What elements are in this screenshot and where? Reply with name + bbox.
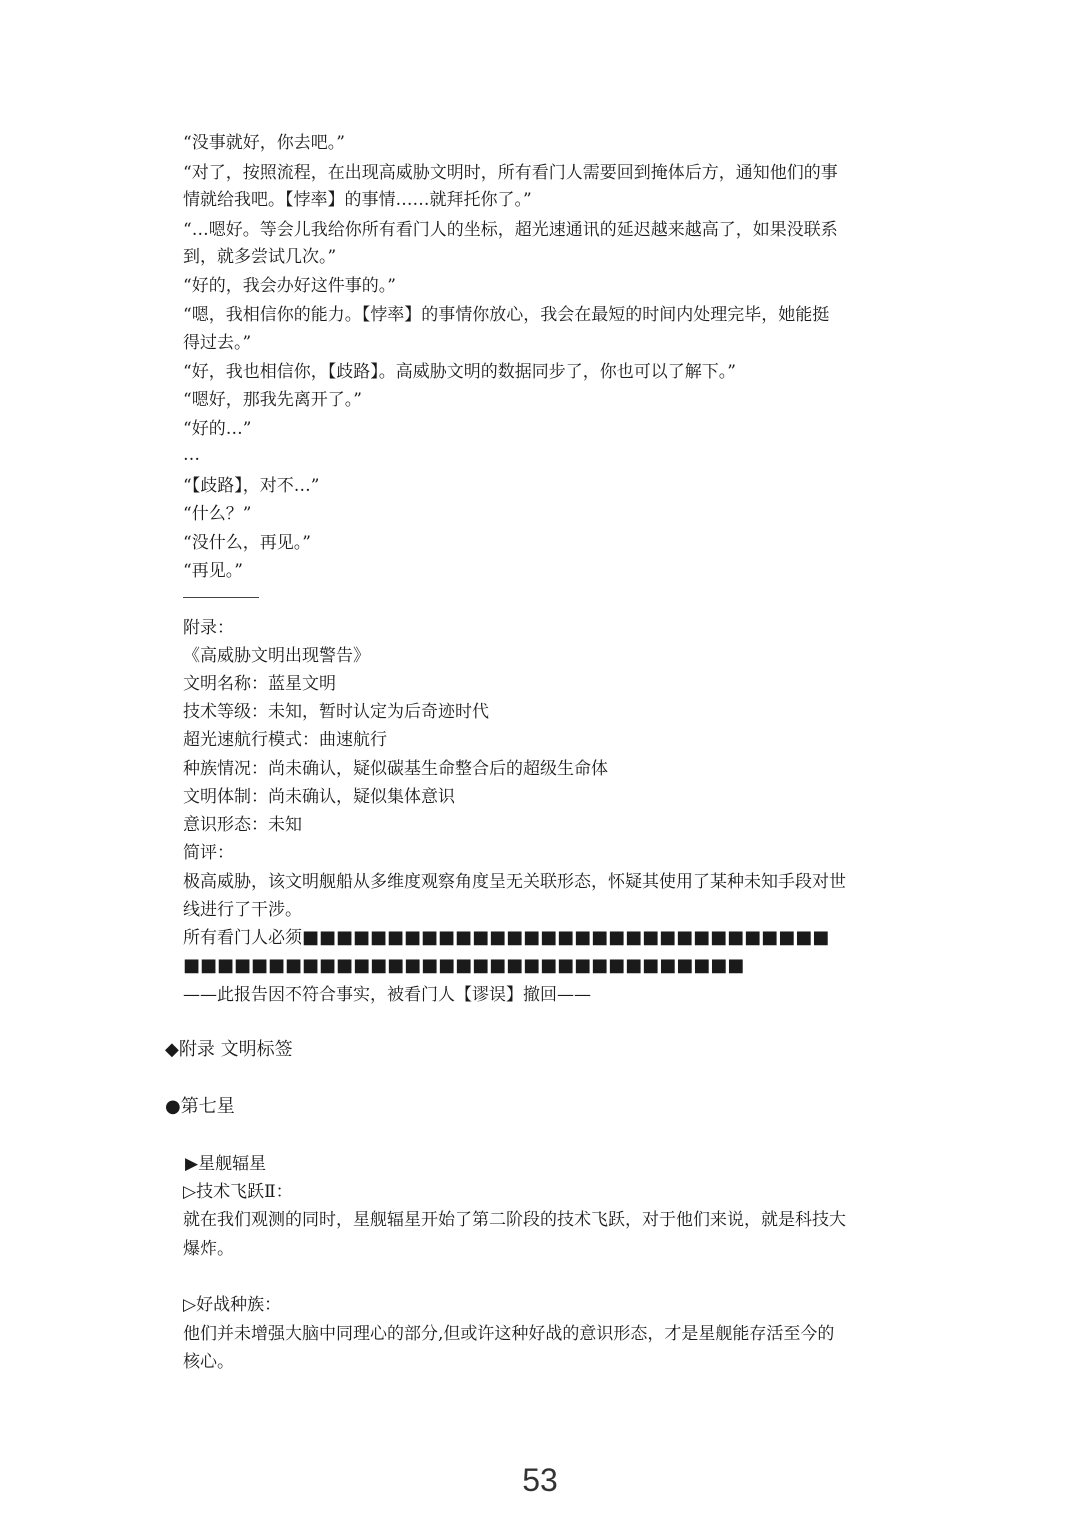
report-field: 文明名称：蓝星文明 [183, 674, 336, 694]
star-heading: ●第七星 [165, 1096, 235, 1117]
redacted-line-1 [183, 927, 923, 949]
dialogue-line: 到，就多尝试几次。” [183, 247, 337, 267]
dialogue-line: … [183, 445, 200, 465]
dialogue-line: “好，我也相信你，【歧路】。高威胁文明的数据同步了，你也可以了解下。” [183, 362, 736, 382]
report-field: 意识形态：未知 [183, 815, 302, 835]
dialogue-line: “再见。” [183, 561, 243, 581]
dialogue-line: “对了，按照流程，在出现高威胁文明时，所有看门人需要回到掩体后方，通知他们的事 [183, 163, 838, 183]
dialogue-line: “什么？” [183, 504, 252, 524]
report-comment-line: 线进行了干涉。 [183, 900, 302, 920]
tag-text-line: 就在我们观测的同时，星舰辐星开始了第二阶段的技术飞跃，对于他们来说，就是科技大 [183, 1210, 846, 1230]
subject-heading: ▶星舰辐星 [185, 1154, 267, 1174]
section-divider [183, 597, 259, 598]
dialogue-line: 情就给我吧。【悖率】的事情……就拜托你了。” [183, 190, 532, 210]
dialogue-line: “…嗯好。等会儿我给你所有看门人的坐标，超光速通讯的延迟越来越高了，如果没联系 [183, 220, 838, 240]
dialogue-line: “【歧路】，对不…” [183, 476, 320, 496]
page-number: 53 [522, 1462, 558, 1498]
redacted-prefix: 所有看门人必须 [183, 928, 302, 948]
tag-label: ▷技术飞跃Ⅱ： [183, 1182, 293, 1202]
report-field: 超光速航行模式：曲速航行 [183, 730, 387, 750]
redacted-blocks: ■■■■■■■■■■■■■■■■■■■■■■■■■■■■■■■■■ [183, 955, 745, 976]
report-field: 种族情况：尚未确认，疑似碳基生命整合后的超级生命体 [183, 759, 608, 779]
dialogue-line: “好的，我会办好这件事的。” [183, 276, 396, 296]
dialogue-line: “没什么，再见。” [183, 533, 311, 553]
tag-text-line: 爆炸。 [183, 1239, 234, 1259]
dialogue-line: “没事就好，你去吧。” [183, 133, 345, 153]
dialogue-line: 得过去。” [183, 333, 252, 353]
redacted-blocks: ■■■■■■■■■■■■■■■■■■■■■■■■■■■■■■■ [302, 927, 830, 948]
dialogue-line: “嗯，我相信你的能力。【悖率】的事情你放心，我会在最短的时间内处理完毕，她能挺 [183, 305, 830, 325]
dialogue-line: “好的…” [183, 419, 252, 439]
tag-label: ▷好战种族： [183, 1295, 282, 1315]
report-comment-line: 极高威胁，该文明舰船从多维度观察角度呈无关联形态，怀疑其使用了某种未知手段对世 [183, 872, 846, 892]
tag-text-line: 他们并未增强大脑中同理心的部分,但或许这种好战的意识形态，才是星舰能存活至今的 [183, 1324, 835, 1344]
report-field: 简评： [183, 843, 234, 863]
redacted-line-2 [183, 955, 923, 977]
section-title: ◆附录 文明标签 [165, 1039, 293, 1060]
report-field: 文明体制：尚未确认，疑似集体意识 [183, 787, 455, 807]
report-title: 《高威胁文明出现警告》 [183, 646, 370, 666]
tag-text-line: 核心。 [183, 1352, 234, 1372]
appendix-heading: 附录： [183, 618, 234, 638]
report-field: 技术等级：未知，暂时认定为后奇迹时代 [183, 702, 489, 722]
dialogue-line: “嗯好，那我先离开了。” [183, 390, 362, 410]
retraction-note: ——此报告因不符合事实，被看门人【谬误】撤回—— [183, 985, 591, 1005]
